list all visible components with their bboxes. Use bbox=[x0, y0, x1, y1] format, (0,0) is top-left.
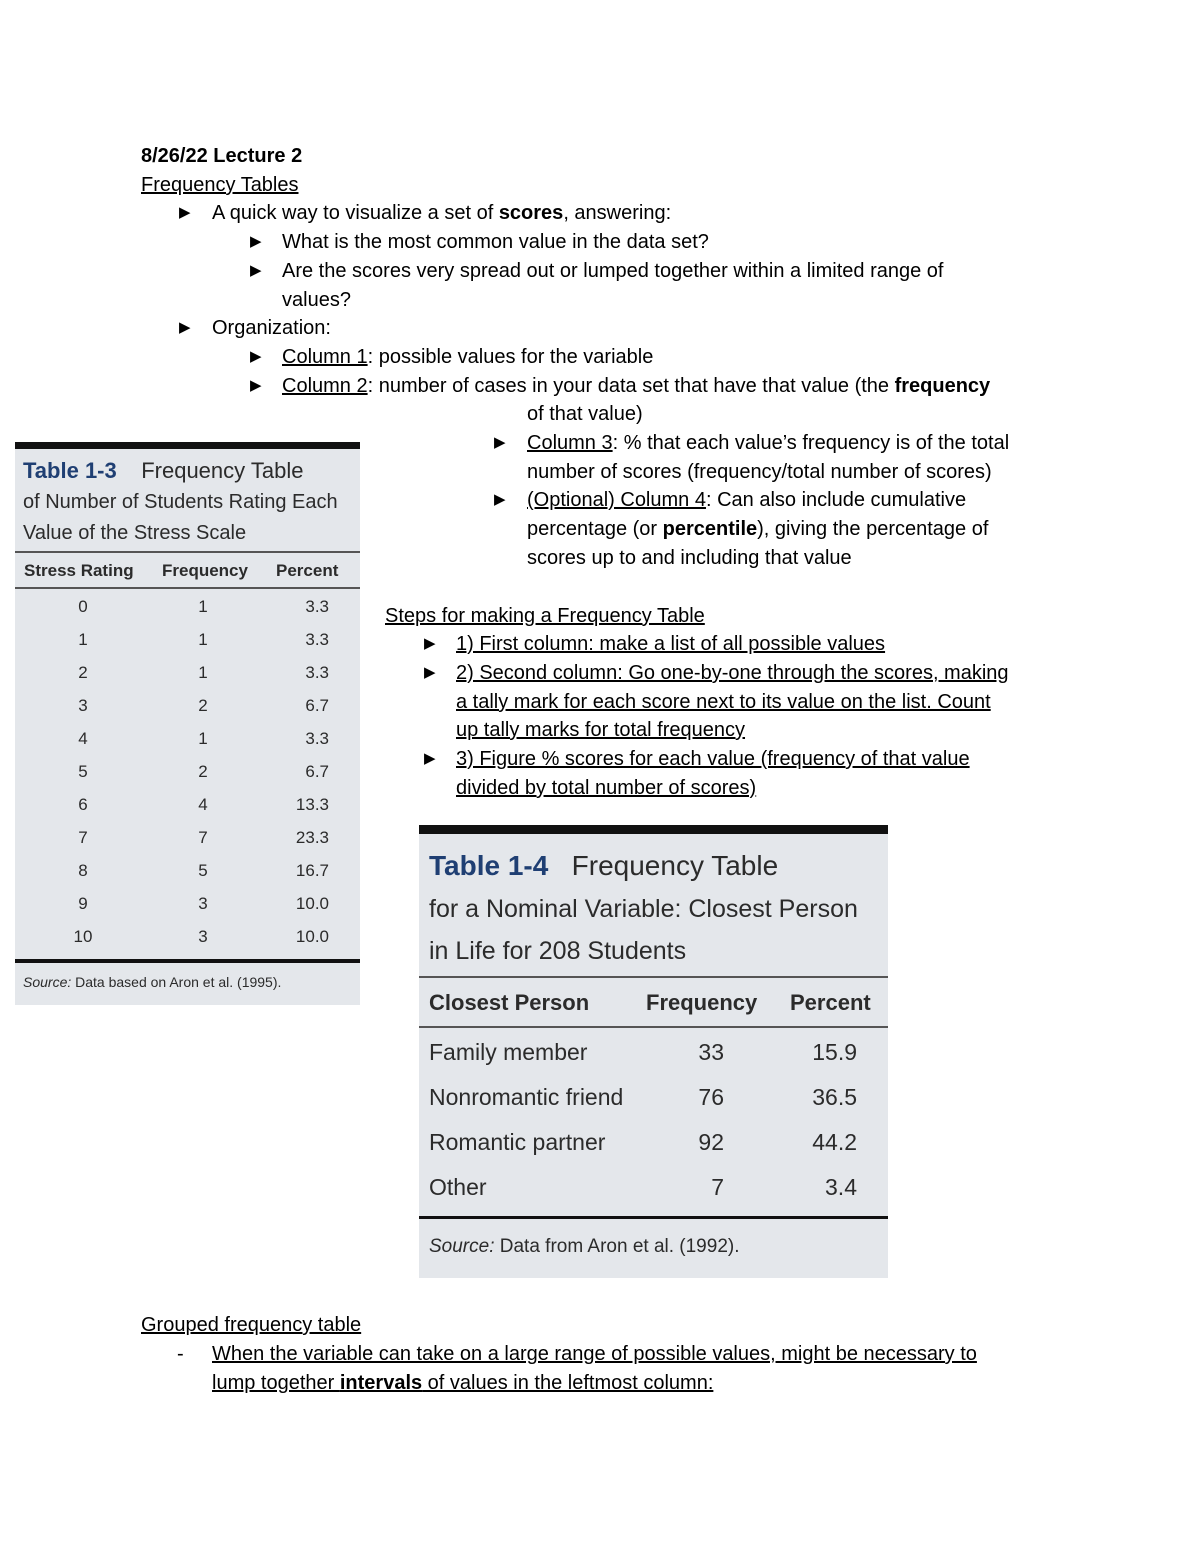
grouped-title: Grouped frequency table bbox=[141, 1314, 362, 1336]
table-caption-line3: in Life for 208 Students bbox=[429, 937, 687, 965]
table-cell: Nonromantic friend bbox=[429, 1084, 624, 1110]
grouped-line: When the variable can take on a large range of possible values, might be necessary to bbox=[212, 1343, 977, 1365]
column2-item-cont: of that value) bbox=[527, 403, 643, 425]
table-cell: 3.3 bbox=[305, 663, 329, 682]
table-caption-line2: for a Nominal Variable: Closest Person bbox=[429, 895, 858, 923]
table-cell: 1 bbox=[198, 729, 208, 748]
step-2-cont: a tally mark for each score next to its value on the list. Count bbox=[456, 691, 991, 713]
table-rule bbox=[419, 1026, 888, 1028]
table-caption-line1: Table 1-3 Frequency Table bbox=[23, 458, 304, 483]
table-caption-line1: Table 1-4 Frequency Table bbox=[429, 850, 779, 881]
bullet-icon: ▶ bbox=[424, 635, 436, 652]
step-2: 2) Second column: Go one-by-one through the scores, making bbox=[456, 662, 1009, 684]
column1-item: Column 1: possible values for the variable bbox=[282, 346, 654, 368]
table-header: Closest Person bbox=[429, 990, 590, 1015]
column4-item: (Optional) Column 4: Can also include cumulative bbox=[527, 489, 967, 511]
column3-item: Column 3: % that each value’s frequency is of the total bbox=[527, 432, 1010, 454]
table-cell: 3 bbox=[198, 894, 208, 913]
grouped-line-cont: lump together intervals of values in the leftmost column: bbox=[212, 1372, 714, 1394]
table-1-4 bbox=[419, 825, 888, 1278]
question-spread: Are the scores very spread out or lumped together within a limited range of bbox=[282, 260, 944, 282]
bullet-icon: ▶ bbox=[179, 319, 191, 336]
table-cell: 9 bbox=[78, 894, 88, 913]
table-cell: 7 bbox=[198, 828, 208, 847]
column3-item-cont: number of scores (frequency/total number of scores) bbox=[527, 461, 992, 483]
lecture-date-title: 8/26/22 Lecture 2 bbox=[141, 145, 303, 167]
table-cell: 8 bbox=[78, 861, 88, 880]
bullet-icon: ▶ bbox=[424, 750, 436, 767]
table-source: Source: Data from Aron et al. (1992). bbox=[429, 1236, 740, 1257]
table-cell: 6 bbox=[78, 795, 88, 814]
table-cell: 16.7 bbox=[295, 861, 329, 880]
table-cell: 44.2 bbox=[812, 1129, 857, 1155]
table-header: Percent bbox=[276, 561, 339, 580]
table-rule bbox=[419, 976, 888, 978]
table-rule bbox=[15, 551, 360, 553]
column2-item: Column 2: number of cases in your data set that have that value (the frequency bbox=[282, 375, 991, 397]
step-3: 3) Figure % scores for each value (frequency of that value bbox=[456, 748, 970, 770]
table-cell: Other bbox=[429, 1174, 487, 1200]
question-most-common: What is the most common value in the data set? bbox=[282, 231, 709, 253]
bullet-icon: ▶ bbox=[424, 664, 436, 681]
column4-item-cont: percentage (or percentile), giving the percentage of bbox=[527, 518, 989, 540]
table-cell: 6.7 bbox=[305, 762, 329, 781]
table-source: Source: Data based on Aron et al. (1995). bbox=[23, 974, 282, 990]
table-cell: Family member bbox=[429, 1039, 588, 1065]
bullet-icon: ▶ bbox=[250, 348, 262, 365]
table-cell: 4 bbox=[198, 795, 208, 814]
table-cell: 15.9 bbox=[812, 1039, 857, 1065]
table-cell: 10.0 bbox=[295, 927, 329, 946]
intro-line: A quick way to visualize a set of scores, answering: bbox=[212, 202, 672, 224]
table-header: Percent bbox=[790, 990, 871, 1015]
table-cell: 3.3 bbox=[305, 729, 329, 748]
table-cell: 6.7 bbox=[305, 696, 329, 715]
table-cell: 0 bbox=[78, 597, 88, 616]
section-title: Frequency Tables bbox=[141, 174, 299, 196]
table-cell: 7 bbox=[78, 828, 88, 847]
table-cell: 2 bbox=[198, 696, 208, 715]
table-cell: 4 bbox=[78, 729, 88, 748]
bullet-icon: ▶ bbox=[494, 434, 506, 451]
column4-item-cont2: scores up to and including that value bbox=[527, 547, 852, 569]
bullet-icon: ▶ bbox=[179, 204, 191, 221]
question-spread-cont: values? bbox=[282, 289, 351, 311]
bullet-icon: ▶ bbox=[250, 262, 262, 279]
bullet-icon: ▶ bbox=[494, 491, 506, 508]
step-1: 1) First column: make a list of all possible values bbox=[456, 633, 886, 655]
table-caption-line2: of Number of Students Rating Each bbox=[23, 491, 338, 513]
table-cell: 1 bbox=[198, 663, 208, 682]
table-cell: 23.3 bbox=[295, 828, 329, 847]
table-cell: 33 bbox=[698, 1039, 724, 1065]
table-cell: 13.3 bbox=[295, 795, 329, 814]
table-header: Stress Rating bbox=[24, 561, 134, 580]
table-cell: 5 bbox=[198, 861, 208, 880]
table-cell: 7 bbox=[711, 1174, 724, 1200]
table-rule bbox=[15, 587, 360, 589]
table-cell: 3 bbox=[78, 696, 88, 715]
table-top-rule bbox=[419, 825, 888, 834]
dash-marker: - bbox=[177, 1343, 184, 1365]
table-cell: 5 bbox=[78, 762, 88, 781]
step-3-cont: divided by total number of scores) bbox=[456, 777, 757, 799]
bullet-icon: ▶ bbox=[250, 377, 262, 394]
table-cell: 92 bbox=[698, 1129, 724, 1155]
table-cell: 36.5 bbox=[812, 1084, 857, 1110]
table-header: Frequency bbox=[646, 990, 758, 1015]
bullet-icon: ▶ bbox=[250, 233, 262, 250]
table-cell: 10.0 bbox=[295, 894, 329, 913]
table-top-rule bbox=[15, 442, 360, 449]
table-1-3 bbox=[15, 442, 360, 1005]
table-bottom-rule bbox=[419, 1216, 888, 1219]
organization-heading: Organization: bbox=[212, 317, 331, 339]
table-cell: 3 bbox=[198, 927, 208, 946]
table-cell: 76 bbox=[698, 1084, 724, 1110]
table-cell: Romantic partner bbox=[429, 1129, 606, 1155]
table-cell: 1 bbox=[198, 597, 208, 616]
table-cell: 3.3 bbox=[305, 597, 329, 616]
table-header: Frequency bbox=[162, 561, 248, 580]
table-bottom-rule bbox=[15, 959, 360, 963]
steps-title: Steps for making a Frequency Table bbox=[385, 605, 705, 627]
table-cell: 10 bbox=[73, 927, 93, 946]
table-caption-line3: Value of the Stress Scale bbox=[23, 522, 247, 544]
table-cell: 3.3 bbox=[305, 630, 329, 649]
table-cell: 1 bbox=[78, 630, 88, 649]
table-cell: 1 bbox=[198, 630, 208, 649]
table-cell: 2 bbox=[78, 663, 88, 682]
step-2-cont2: up tally marks for total frequency bbox=[456, 719, 746, 741]
table-cell: 3.4 bbox=[825, 1174, 857, 1200]
table-cell: 2 bbox=[198, 762, 208, 781]
